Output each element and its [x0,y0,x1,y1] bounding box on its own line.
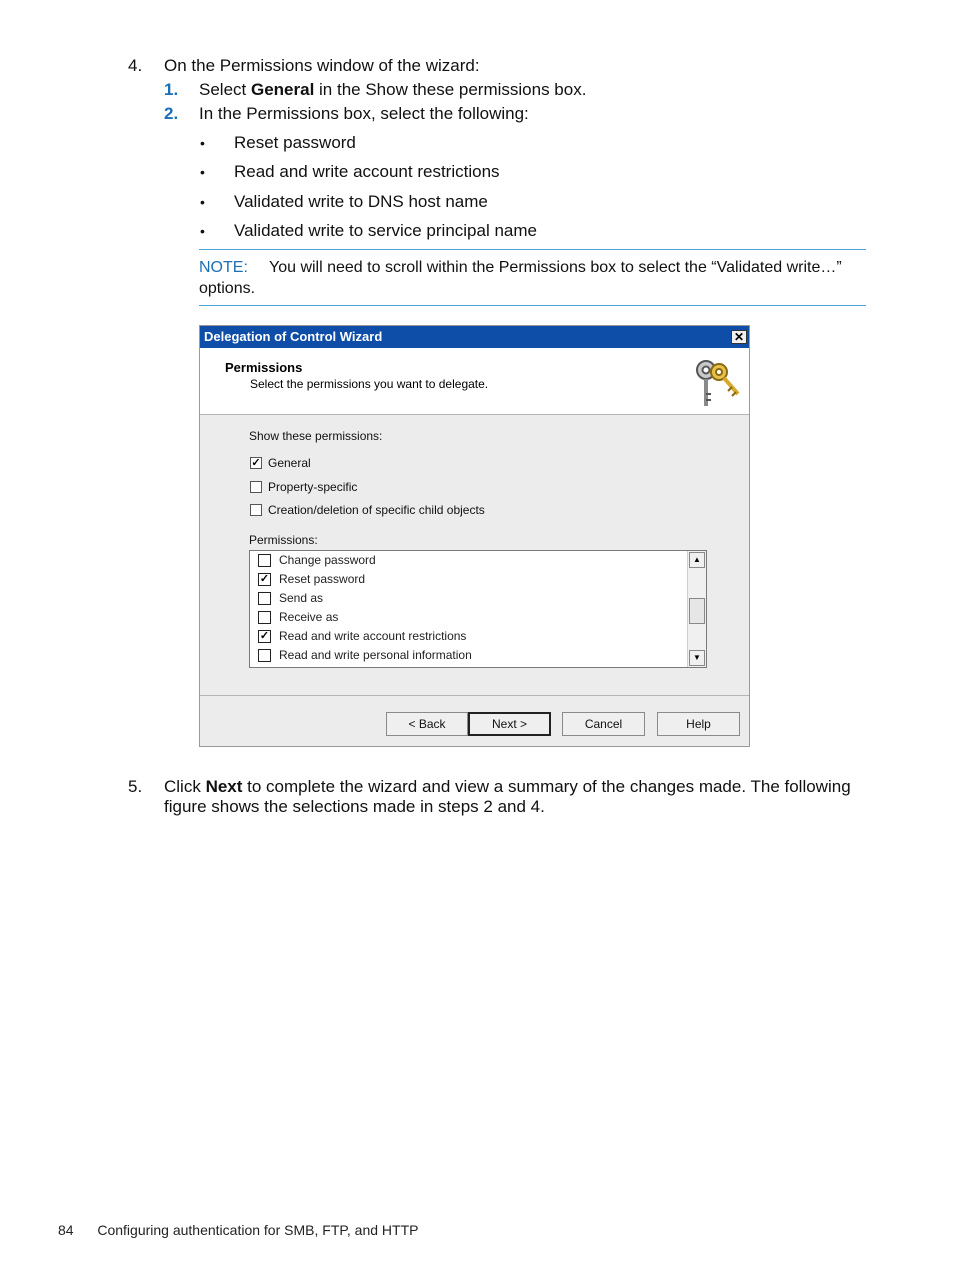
wizard-body [200,415,749,695]
cancel-button[interactable]: Cancel [562,712,645,736]
permission-checkbox[interactable]: ✓ [259,630,270,642]
close-icon[interactable]: ✕ [731,330,747,344]
header-subtitle: Select the permissions you want to delegate. [250,377,489,391]
permission-label: Receive as [279,610,339,624]
next-bold: Next [205,777,243,796]
property-specific-option-label[interactable]: Property-specific [268,480,358,494]
step-4-text: On the Permissions window of the wizard: [164,56,480,75]
back-button[interactable]: < Back [386,712,468,736]
substep-1-number: 1. [164,80,179,99]
scroll-up-icon[interactable]: ▲ [689,552,705,568]
header-title: Permissions [225,360,303,375]
permission-label: Reset password [279,572,366,586]
scroll-down-icon[interactable]: ▼ [689,650,705,666]
note-top-rule [199,249,866,250]
step-5-text: Click Next to complete the wizard and view a summary of the changes made. The following [164,777,851,796]
bullet-item: Read and write account restrictions [234,162,500,181]
step-5-number: 5. [128,777,143,796]
keys-icon [692,356,744,410]
permissions-label: Permissions: [249,533,318,547]
window-titlebar [200,326,749,348]
creation-deletion-checkbox[interactable] [250,504,262,516]
bullet-item: Reset password [234,133,356,152]
note-text-continued: options. [199,280,256,297]
help-button[interactable]: Help [657,712,740,736]
permissions-listbox[interactable] [249,550,707,668]
permission-label: Change password [279,553,376,567]
substep-1-text: Select General in the Show these permissions box. [199,80,587,99]
general-bold: General [250,80,315,99]
wizard-header [200,348,749,415]
scroll-thumb[interactable] [689,598,705,624]
bullet-item: Validated write to service principal name [234,221,537,240]
permission-checkbox[interactable] [258,611,271,624]
show-permissions-label: Show these permissions: [249,429,383,443]
substep-2-text: In the Permissions box, select the following: [199,104,529,123]
creation-deletion-option-label[interactable]: Creation/deletion of specific child objects [268,503,485,517]
general-option-label[interactable]: General [268,456,311,470]
note-label: NOTE: [199,259,248,276]
note-bottom-rule [199,305,866,306]
next-button[interactable]: Next > [468,712,551,736]
delegation-wizard-window [199,325,750,747]
permissions-scrollbar[interactable] [687,551,707,667]
bullet-icon: • [200,223,205,239]
bullet-icon: • [200,164,205,180]
property-specific-checkbox[interactable] [250,481,262,493]
permission-label: Read and write account restrictions [279,629,467,643]
note-text: You will need to scroll within the Permissions box to select the “Validated write…” [269,259,842,276]
permission-label: Send as [279,591,324,605]
bullet-icon: • [200,135,205,151]
wizard-footer [200,696,749,746]
chapter-title: Configuring authentication for SMB, FTP, and HTTP [97,1222,419,1238]
permission-label: Read and write personal information [279,648,472,662]
permission-checkbox[interactable] [258,649,271,662]
substep-2-number: 2. [164,104,179,123]
bullet-item: Validated write to DNS host name [234,192,488,211]
page-footer [58,1222,418,1238]
step-4-number: 4. [128,56,143,75]
step-5-text-continued: figure shows the selections made in steps 2 and 4. [164,797,545,816]
page-number: 84 [58,1222,74,1238]
permission-checkbox[interactable] [258,554,271,567]
permission-checkbox[interactable]: ✓ [259,573,270,585]
window-title: Delegation of Control Wizard [204,329,383,344]
general-checkbox[interactable]: ✓ [251,457,261,469]
permission-checkbox[interactable] [258,592,271,605]
bullet-icon: • [200,194,205,210]
